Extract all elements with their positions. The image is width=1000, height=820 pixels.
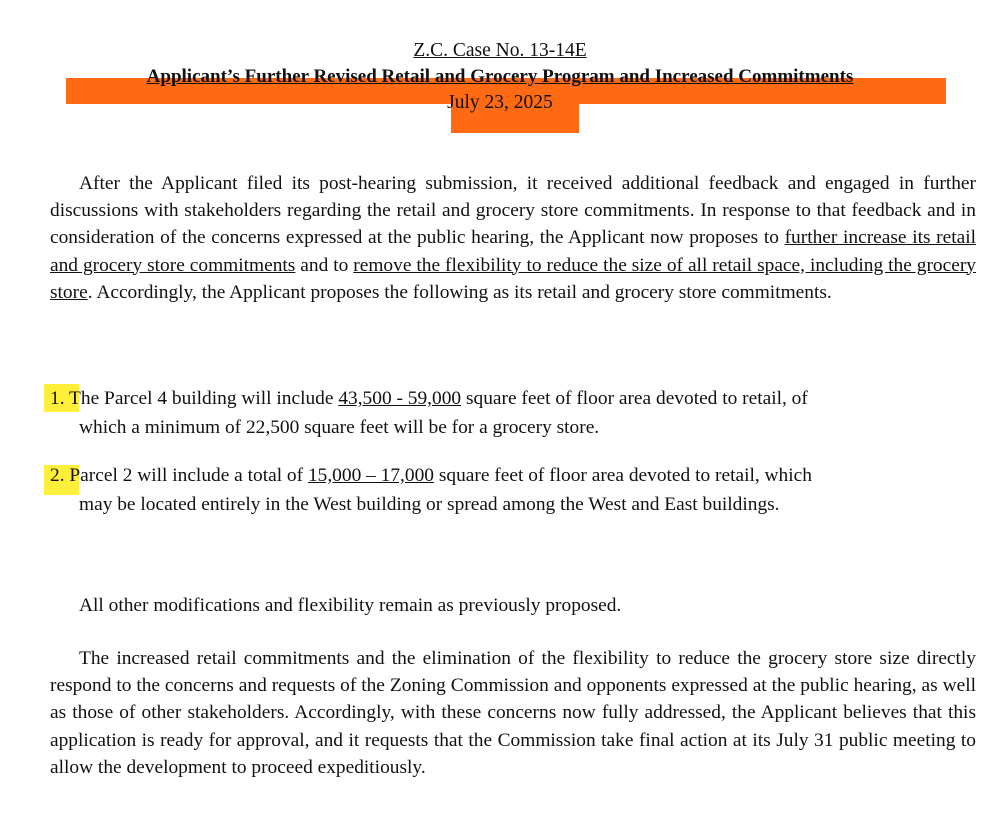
- item-text: The Parcel 4 building will include: [64, 388, 339, 409]
- intro-paragraph: [50, 170, 976, 306]
- intro-underline-2: remove the flexibility to reduce the size of all retail space, including the grocery store: [50, 254, 976, 303]
- item-text: square feet of floor area devoted to retail, which: [433, 465, 812, 486]
- closing-paragraph: [50, 645, 976, 781]
- document-date: July 23, 2025: [447, 92, 553, 113]
- list-item: [50, 461, 976, 519]
- item-number: 2.: [50, 465, 65, 486]
- item-number: 1.: [50, 388, 65, 409]
- case-number: Z.C. Case No. 13-14E: [413, 40, 587, 61]
- list-item: [50, 384, 976, 442]
- intro-text-1: After the Applicant filed its post-hearing submission, it received additional feedback and engaged in further discussions with stakeholders regarding the retail and grocery store commitments. In response to that feedback and in consideration of the concerns expressed at the public hearing, the Applicant now proposes to: [50, 173, 976, 249]
- item-text: square feet of floor area devoted to retail, of: [461, 388, 808, 409]
- document-header: [0, 38, 1000, 116]
- item-range: 43,500 - 59,000: [338, 388, 462, 409]
- item-range: 15,000 – 17,000: [307, 465, 434, 486]
- closing-text: The increased retail commitments and the elimination of the flexibility to reduce the grocery store size directly respond to the concerns and requests of the Zoning Commission and opponents expressed at the public hearing, as well as those of other stakeholders. Accordingly, with these concerns now fully addressed, the Applicant believes that this application is ready for approval, and it requests that the Commission take final action at its July 31 public meeting to allow the development to proceed expeditiously.: [50, 648, 976, 778]
- item-continuation: which a minimum of 22,500 square feet will be for a grocery store.: [79, 417, 600, 438]
- intro-text-2: and to: [295, 254, 354, 276]
- item-continuation: may be located entirely in the West building or spread among the West and East buildings.: [79, 494, 780, 515]
- document-title: Applicant’s Further Revised Retail and Grocery Program and Increased Commitments: [146, 66, 854, 87]
- item-text: Parcel 2 will include a total of: [64, 465, 308, 486]
- other-modifications-paragraph: [50, 592, 976, 619]
- intro-text-3: . Accordingly, the Applicant proposes the following as its retail and grocery store commitments.: [87, 281, 832, 303]
- intro-underline-1: further increase its retail and grocery store commitments: [50, 227, 977, 276]
- other-modifications-text: All other modifications and flexibility remain as previously proposed.: [79, 595, 622, 616]
